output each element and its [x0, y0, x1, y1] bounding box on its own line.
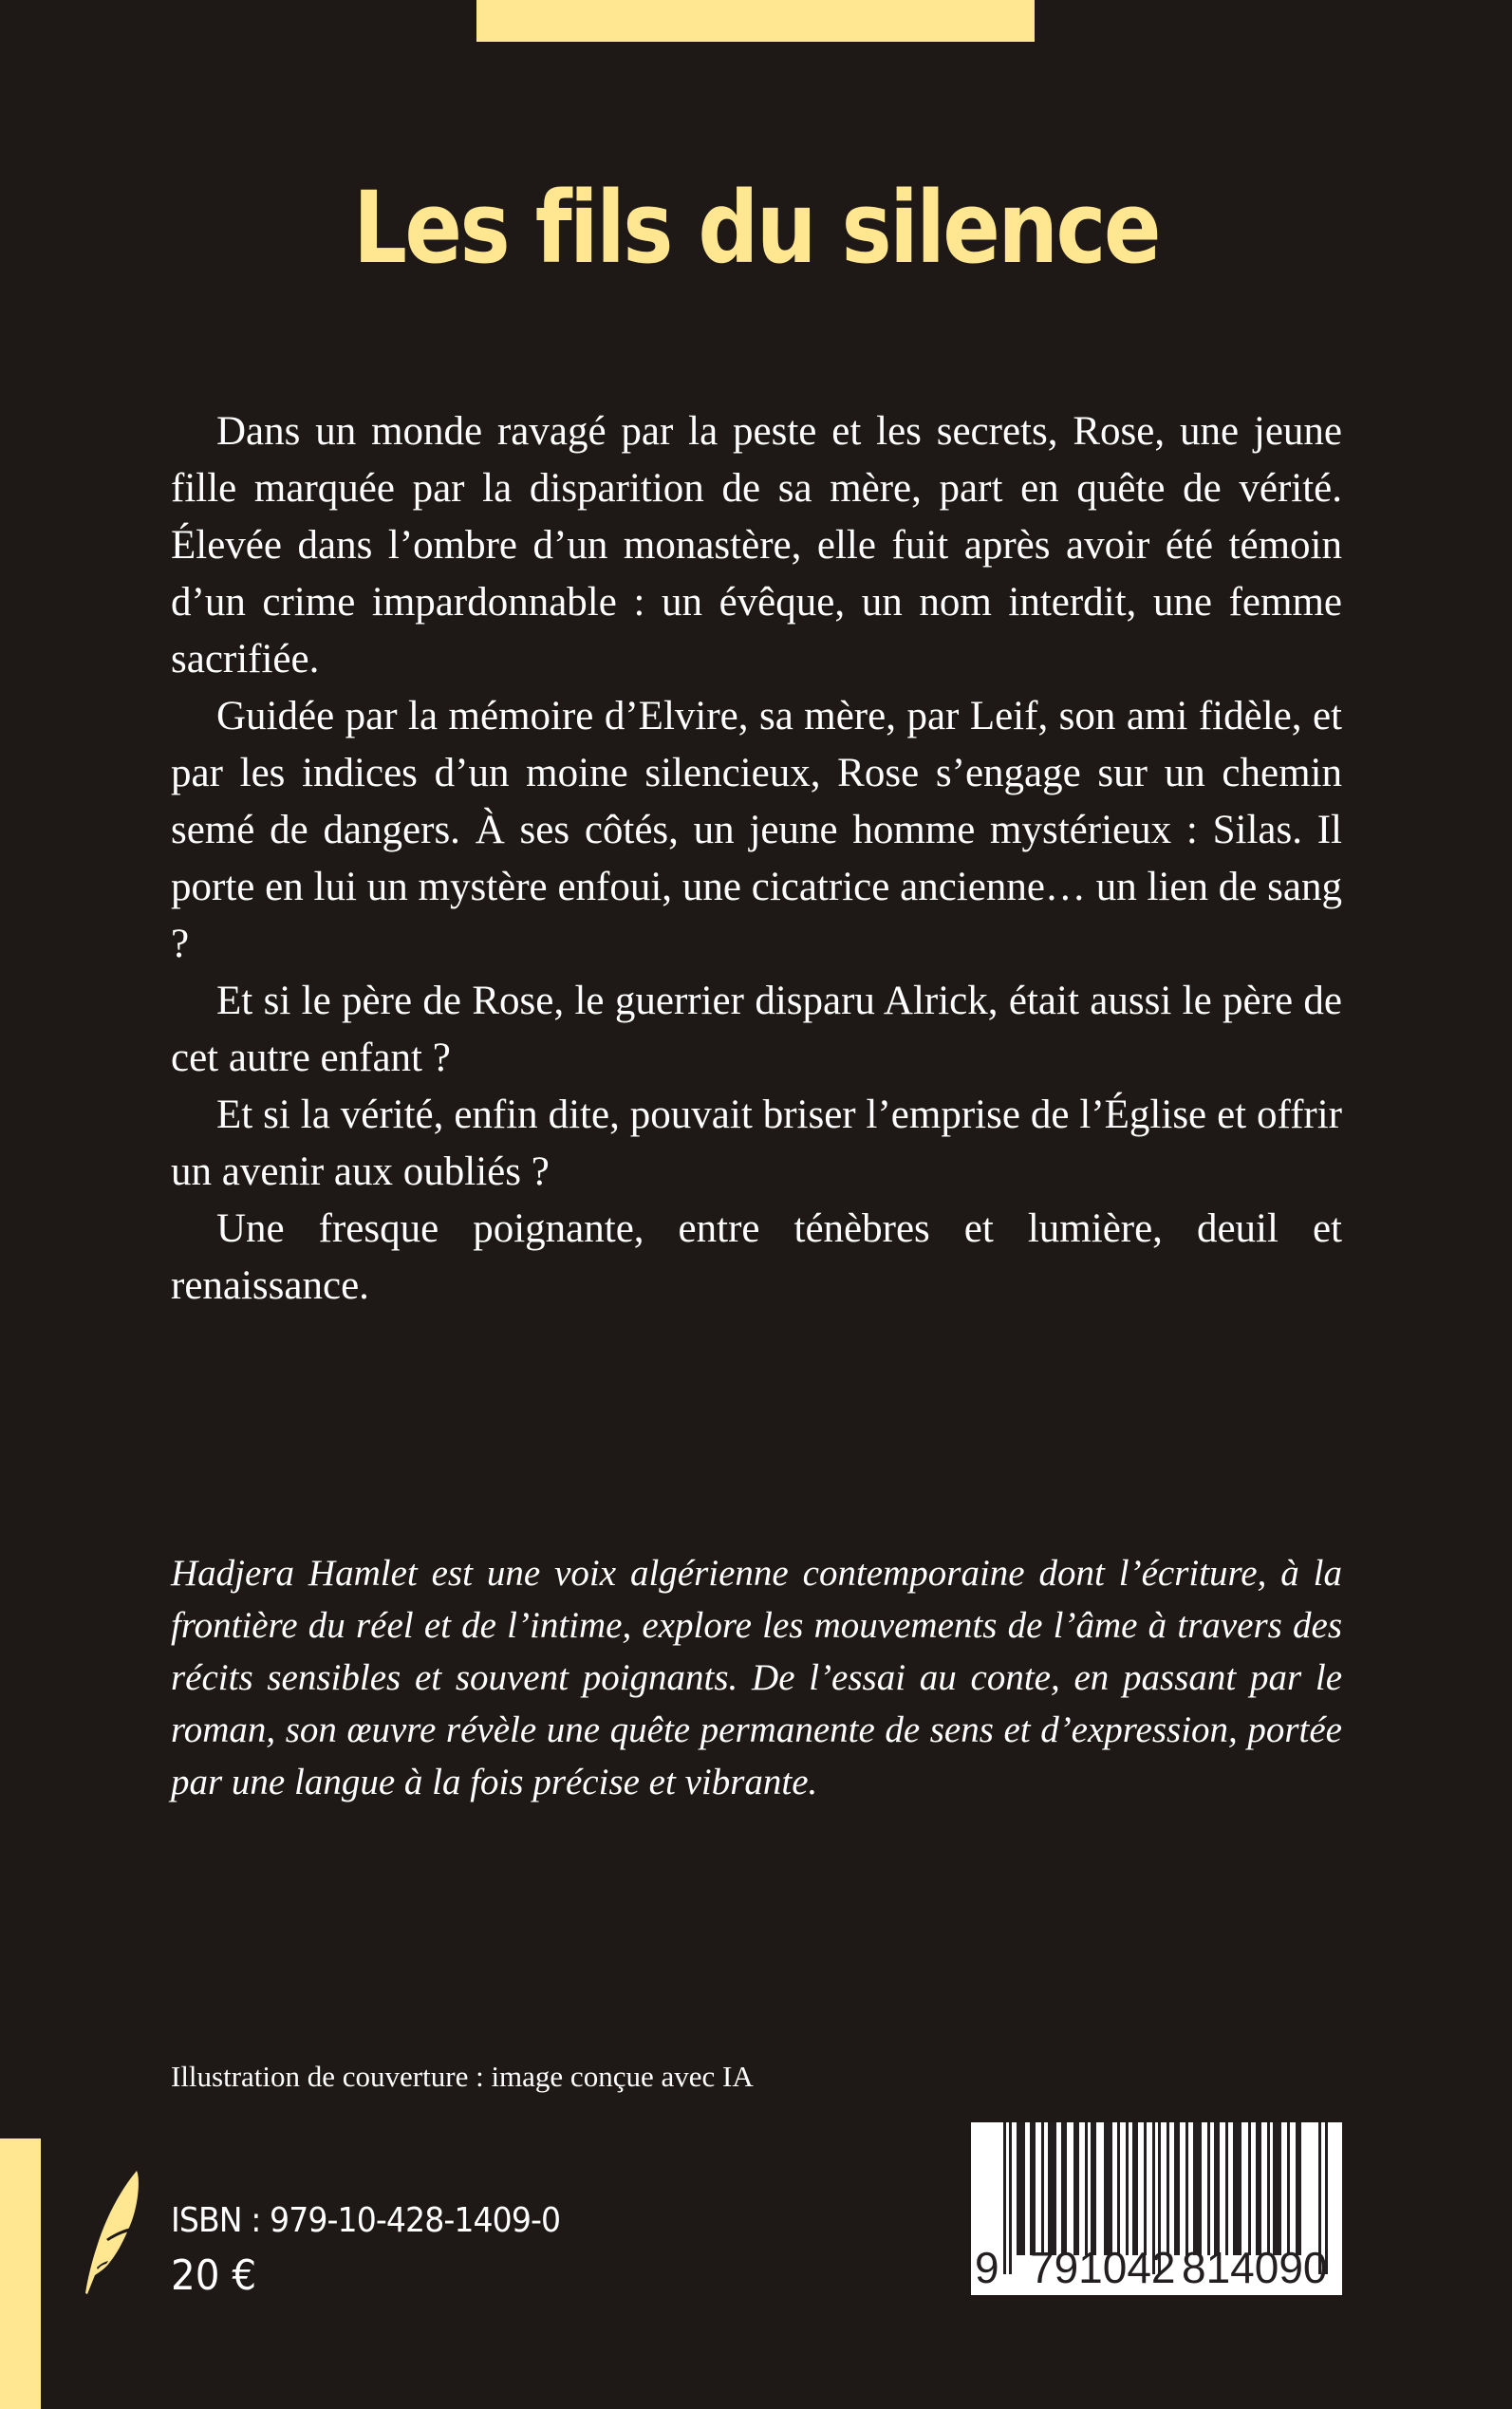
summary-paragraph: Et si le père de Rose, le guerrier disparu Alrick, était aussi le père de cet autre enfant ? — [171, 979, 1342, 1080]
summary-paragraph: Et si la vérité, enfin dite, pouvait briser l’emprise de l’Église et offrir un avenir aux oubliés ? — [171, 1092, 1342, 1194]
top-accent-bar — [476, 0, 1035, 42]
back-cover-summary — [171, 403, 1342, 1315]
barcode-first-digit: 9 — [975, 2243, 999, 2292]
price-label: 20 € — [171, 2251, 257, 2300]
author-bio: Hadjera Hamlet est une voix algérienne contemporaine dont l’écriture, à la frontière du réel et de l’intime, explore les mouvements de l’âme à travers des récits sensibles et souvent poignants. De l’essai au conte, en passant par le roman, son œuvre révèle une quête permanente de sens et d’expression, portée par une langue à la fois précise et vibrante. — [171, 1553, 1342, 1802]
book-title: Les fils du silence — [352, 170, 1160, 286]
summary-paragraph: Guidée par la mémoire d’Elvire, sa mère, par Leif, son ami fidèle, et par les indices d’un moine silencieux, Rose s’engage sur un chemin semé de dangers. À ses côtés, un jeune homme mystérieux : Silas. Il porte en lui un mystère enfoui, une cicatrice ancienne… un lien de sang ? — [171, 694, 1342, 966]
barcode-left-digits: 791042 — [1030, 2243, 1176, 2292]
isbn-barcode — [971, 2122, 1342, 2295]
isbn-label: ISBN : 979-10-428-1409-0 — [171, 2201, 561, 2240]
summary-paragraph: Dans un monde ravagé par la peste et les secrets, Rose, une jeune fille marquée par la disparition de sa mère, part en quête de vérité. Élevée dans l’ombre d’un monastère, elle fuit après avoir été témoin d’un crime impardonnable : un évêque, un nom interdit, une femme sacrifiée. — [171, 409, 1342, 682]
summary-paragraph: Une fresque poignante, entre ténèbres et lumière, deuil et renaissance. — [171, 1206, 1342, 1308]
barcode-right-digits: 814090 — [1182, 2243, 1328, 2292]
feather-icon — [80, 2169, 142, 2298]
illustration-credit: Illustration de couverture : image conçue avec IA — [171, 2060, 754, 2093]
left-accent-strip — [0, 2138, 41, 2409]
